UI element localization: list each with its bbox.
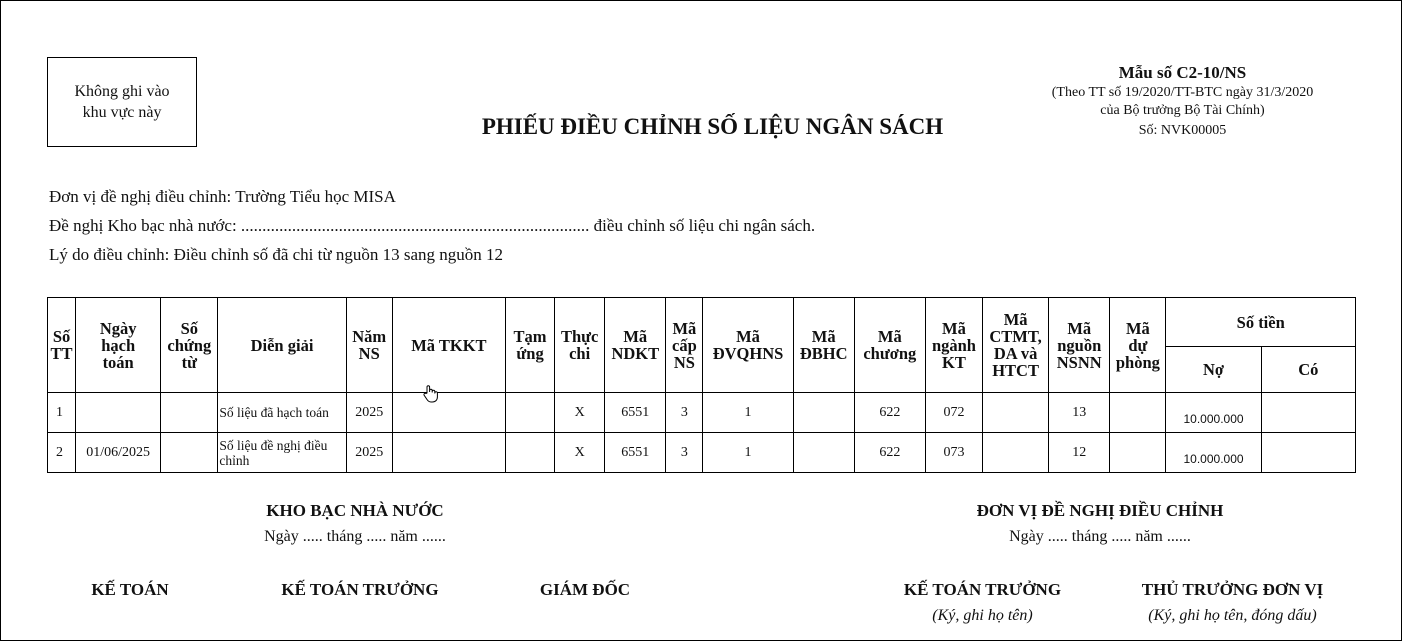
header-reserve-code: Mã dự phòng [1110,298,1166,393]
treasury-section-title: KHO BẠC NHÀ NƯỚC [266,501,444,520]
unit-head-signature-note: (Ký, ghi họ tên, đóng dấu) [1148,607,1317,624]
table-row: 1 Số liệu đã hạch toán 2025 X 6551 3 1 622 072 13 10.000.000 [48,393,1356,433]
header-description: Diễn giải [218,298,346,393]
hand-cursor-icon [422,384,440,404]
header-program-code: Mã CTMT, DA và HTCT [983,298,1049,393]
header-posting-date: Ngày hạch toán [76,298,161,393]
adjustment-reason: Lý do điều chỉnh: Điều chỉnh số đã chi từ nguồn 13 sang nguồn 12 [49,245,503,264]
form-basis-line-1: (Theo TT số 19/2020/TT-BTC ngày 31/3/2020 [1051,85,1314,100]
chief-accountant-signature-label: KẾ TOÁN TRƯỞNG [281,580,439,599]
document-title: PHIẾU ĐIỀU CHỈNH SỐ LIỆU NGÂN SÁCH [481,114,944,139]
header-sector-code: Mã ngành KT [925,298,982,393]
header-ndkt-code: Mã NDKT [605,298,666,393]
requesting-unit: Đơn vị đề nghị điều chỉnh: Trường Tiểu học MISA [49,187,396,206]
form-basis-line-2: của Bộ trưởng Bộ Tài Chính) [1100,103,1265,118]
unit-chief-accountant-label: KẾ TOÁN TRƯỞNG [903,580,1062,599]
header-credit: Có [1261,347,1355,393]
unit-date-line: Ngày ..... tháng ..... năm ...... [1009,528,1191,545]
no-write-area-box [47,57,197,147]
header-account-code: Mã TKKT [392,298,505,393]
form-number: Mẫu số C2-10/NS [1118,63,1247,82]
header-budget-year: Năm NS [346,298,392,393]
header-unit-code: Mã ĐVQHNS [703,298,793,393]
header-stt: Số TT [48,298,76,393]
header-chapter-code: Mã chương [854,298,925,393]
accountant-signature-label: KẾ TOÁN [91,580,169,599]
table-row: 2 01/06/2025 Số liệu đề nghị điều chỉnh 2025 X 6551 3 1 622 073 12 10.000.000 [48,433,1356,473]
treasury-request: Đề nghị Kho bạc nhà nước: .................................................................................. điều chỉnh số liệu chi ngân sách. [49,216,816,235]
form-info [990,62,1375,140]
header-debit: Nợ [1166,347,1261,393]
header-budget-level: Mã cấp NS [666,298,703,393]
document-number: Số: NVK00005 [1138,123,1227,138]
header-admin-area-code: Mã ĐBHC [793,298,854,393]
header-voucher-number: Số chứng từ [161,298,218,393]
unit-chief-accountant-note: (Ký, ghi họ tên) [932,607,1033,624]
unit-section-title: ĐƠN VỊ ĐỀ NGHỊ ĐIỀU CHỈNH [976,501,1224,520]
no-write-line-1: Không ghi vào [74,83,170,100]
unit-head-signature-label: THỦ TRƯỞNG ĐƠN VỊ [1141,580,1324,599]
header-advance: Tạm ứng [506,298,555,393]
header-source-code: Mã nguồn NSNN [1049,298,1110,393]
no-write-line-2: khu vực này [82,104,162,121]
header-amount: Số tiền [1166,298,1356,347]
director-signature-label: GIÁM ĐỐC [539,580,631,599]
budget-adjustment-table [47,297,1356,473]
treasury-date-line: Ngày ..... tháng ..... năm ...... [264,528,446,545]
header-actual-spend: Thực chi [555,298,605,393]
